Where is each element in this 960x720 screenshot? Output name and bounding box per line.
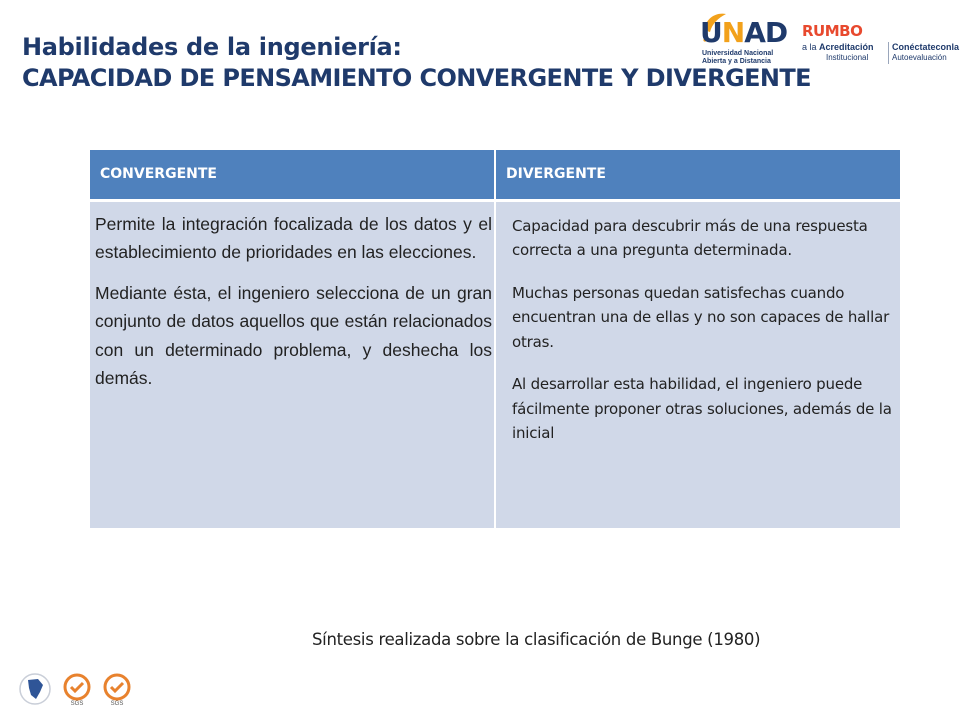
title-line-1: Habilidades de la ingeniería: [22,33,402,61]
divergente-paragraph-2: Muchas personas quedan satisfechas cuando encuentran una de ellas y no son capaces de hallar otras. [512,283,890,351]
unad-sub-line2: Abierta y a Distancia [702,58,771,65]
badge-label-2: SGS [110,701,124,706]
header-divergente: DIVERGENTE [495,150,900,200]
badge-label-1: SGS [70,701,84,706]
rumbo-divider [888,42,889,64]
unad-brand [700,16,787,49]
rumbo-title: RUMBO [802,22,863,40]
rumbo-line1-bold: Acreditación [819,42,874,52]
rumbo-line1 [802,42,874,52]
convergente-paragraph-1: Permite la integración focalizada de los datos y el establecimiento de prioridades en las elecciones. [95,213,492,262]
table-header-row [90,150,900,200]
colombia-map-icon [18,672,52,706]
rumbo-line2: Institucional [826,53,869,62]
certification-badge-icon [60,672,94,706]
unad-logo [700,12,788,78]
cell-convergente [90,200,495,528]
rumbo-line1-prefix: a la [802,42,820,52]
table [90,150,900,528]
divergente-paragraph-3: Al desarrollar esta habilidad, el ingeniero puede fácilmente proponer otras soluciones, además de la inicial [512,375,892,442]
unad-subtitle [702,50,782,66]
cell-divergente [495,200,900,528]
table-row [90,200,900,528]
footer-logos [18,672,138,708]
header-convergente: CONVERGENTE [90,150,495,200]
divergente-paragraph-1: Capacidad para descubrir más de una respuesta correcta a una pregunta determinada. [512,216,868,259]
unad-sub-line1: Universidad Nacional [702,50,774,57]
convergente-paragraph-2: Mediante ésta, el ingeniero selecciona de un gran conjunto de datos aquellos que están relacionados con un determinado problema, y deshecha los demás. [95,282,492,388]
rumbo-logo [800,20,960,70]
rumbo-right2: Autoevaluación [892,53,947,62]
title-line-2: CAPACIDAD DE PENSAMIENTO CONVERGENTE Y DIVERGENTE [22,64,811,92]
unad-brand-u: U [700,16,722,49]
comparison-table [90,150,900,528]
unad-brand-ad: AD [744,16,788,49]
unad-brand-n: N [721,16,745,49]
source-caption: Síntesis realizada sobre la clasificación de Bunge (1980) [312,630,761,649]
certification-badge-icon-2 [100,672,134,706]
rumbo-right1: Conéctateconla [892,42,960,52]
